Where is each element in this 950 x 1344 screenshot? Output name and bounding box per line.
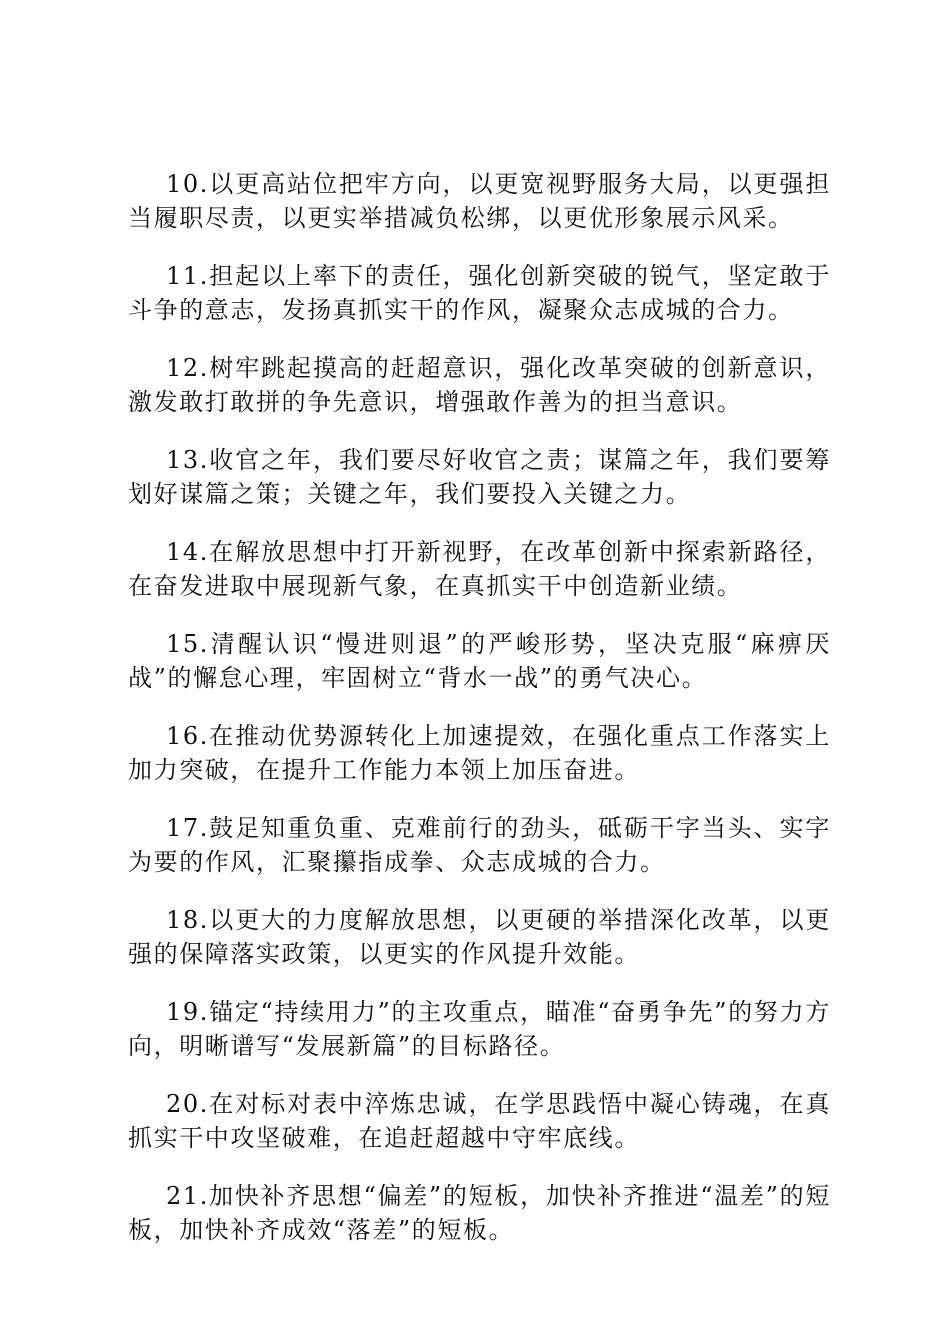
document-body	[128, 167, 831, 1271]
paragraph-20: 20.在对标对表中淬炼忠诚，在学思践悟中凝心铸魂，在真抓实干中攻坚破难，在追赶超越中守牢底线。	[128, 1090, 831, 1152]
paragraph-15: 15.清醒认识“慢进则退”的严峻形势，坚决克服“麻痹厌战”的懈怠心理，牢固树立“背水一战”的勇气决心。	[128, 630, 831, 692]
paragraph-18: 18.以更大的力度解放思想，以更硬的举措深化改革，以更强的保障落实政策，以更实的作风提升效能。	[128, 906, 831, 968]
paragraph-13: 13.收官之年，我们要尽好收官之责；谋篇之年，我们要筹划好谋篇之策；关键之年，我们要投入关键之力。	[128, 446, 831, 508]
paragraph-10: 10.以更高站位把牢方向，以更宽视野服务大局，以更强担当履职尽责，以更实举措减负松绑，以更优形象展示风采。	[128, 170, 831, 232]
paragraph-17: 17.鼓足知重负重、克难前行的劲头，砥砺干字当头、实字为要的作风，汇聚攥指成拳、众志成城的合力。	[128, 814, 831, 876]
paragraph-21: 21.加快补齐思想“偏差”的短板，加快补齐推进“温差”的短板，加快补齐成效“落差”的短板。	[128, 1182, 831, 1244]
paragraph-19: 19.锚定“持续用力”的主攻重点，瞄准“奋勇争先”的努力方向，明晰谱写“发展新篇”的目标路径。	[128, 998, 831, 1060]
paragraph-16: 16.在推动优势源转化上加速提效，在强化重点工作落实上加力突破，在提升工作能力本领上加压奋进。	[128, 722, 831, 784]
paragraph-14: 14.在解放思想中打开新视野，在改革创新中探索新路径，在奋发进取中展现新气象，在真抓实干中创造新业绩。	[128, 538, 831, 600]
paragraph-12: 12.树牢跳起摸高的赶超意识，强化改革突破的创新意识，激发敢打敢拼的争先意识，增强敢作善为的担当意识。	[128, 354, 831, 416]
paragraph-11: 11.担起以上率下的责任，强化创新突破的锐气，坚定敢于斗争的意志，发扬真抓实干的作风，凝聚众志成城的合力。	[128, 262, 831, 324]
